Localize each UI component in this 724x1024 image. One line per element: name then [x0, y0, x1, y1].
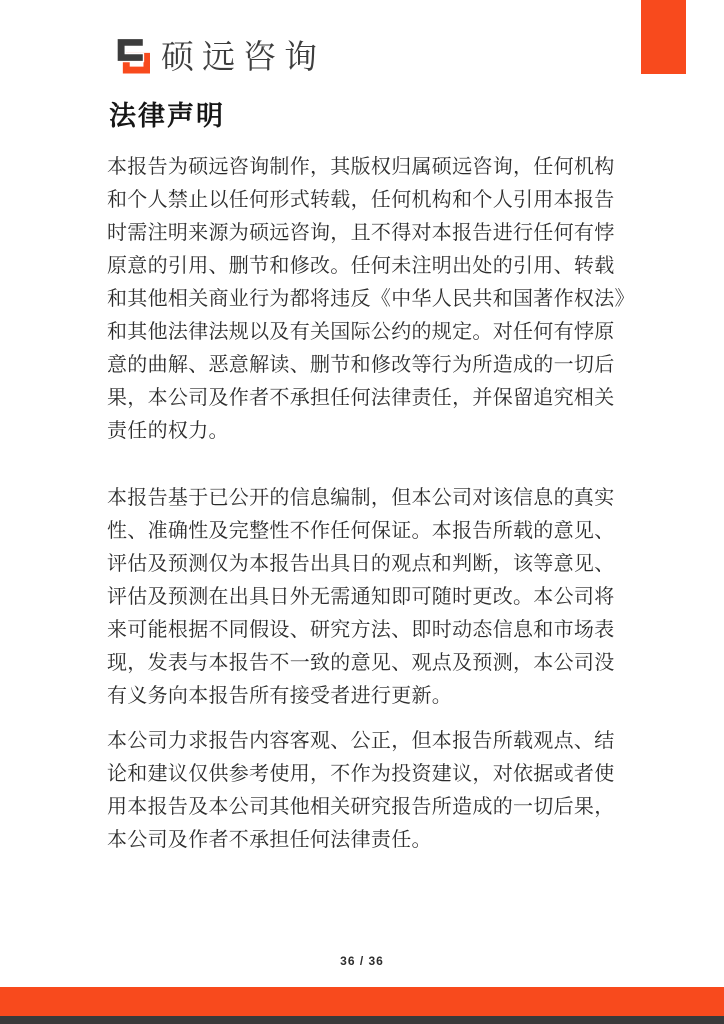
- paragraph-information-disclaimer: 本报告基于已公开的信息编制，但本公司对该信息的真实性、准确性及完整性不作任何保证。本报告所载的意见、评估及预测仅为本报告出具日的观点和判断，该等意见、评估及预测在出具日外无需通知即可随时更改。本公司将来可能根据不同假设、研究方法、即时动态信息和市场表现，发表与本报告不一致的意见、观点及预测，本公司没有义务向本报告所有接受者进行更新。: [107, 487, 615, 707]
- top-right-accent-block: [641, 0, 686, 74]
- footer-orange-bar: [0, 987, 724, 1016]
- paragraph-copyright: 本报告为硕远咨询制作，其版权归属硕远咨询，任何机构和个人禁止以任何形式转载，任何机构和个人引用本报告时需注明来源为硕远咨询，且不得对本报告进行任何有悖原意的引用、删节和修改。任何未注明出处的引用、转载和其他相关商业行为都将违反《中华人民共和国著作权法》和其他法律法规以及有关国际公约的规定。对任何有悖原意的曲解、恶意解读、删节和修改等行为所造成的一切后果，本公司及作者不承担任何法律责任，并保留追究相关责任的权力。: [107, 156, 625, 442]
- footer-dark-bar: [0, 1016, 724, 1024]
- paragraph-liability-disclaimer: 本公司力求报告内容客观、公正，但本报告所载观点、结论和建议仅供参考使用，不作为投资建议，对依据或者使用本报告及本公司其他相关研究报告所造成的一切后果，本公司及作者不承担任何法律责任。: [107, 730, 615, 851]
- brand-name: 硕远咨询: [161, 37, 325, 75]
- shuoyuan-logo-icon: [117, 38, 150, 74]
- page-title: 法律声明: [109, 101, 225, 131]
- legal-statement-body: [107, 151, 631, 869]
- brand-logo: [117, 38, 325, 74]
- page-number: 36 / 36: [340, 954, 384, 968]
